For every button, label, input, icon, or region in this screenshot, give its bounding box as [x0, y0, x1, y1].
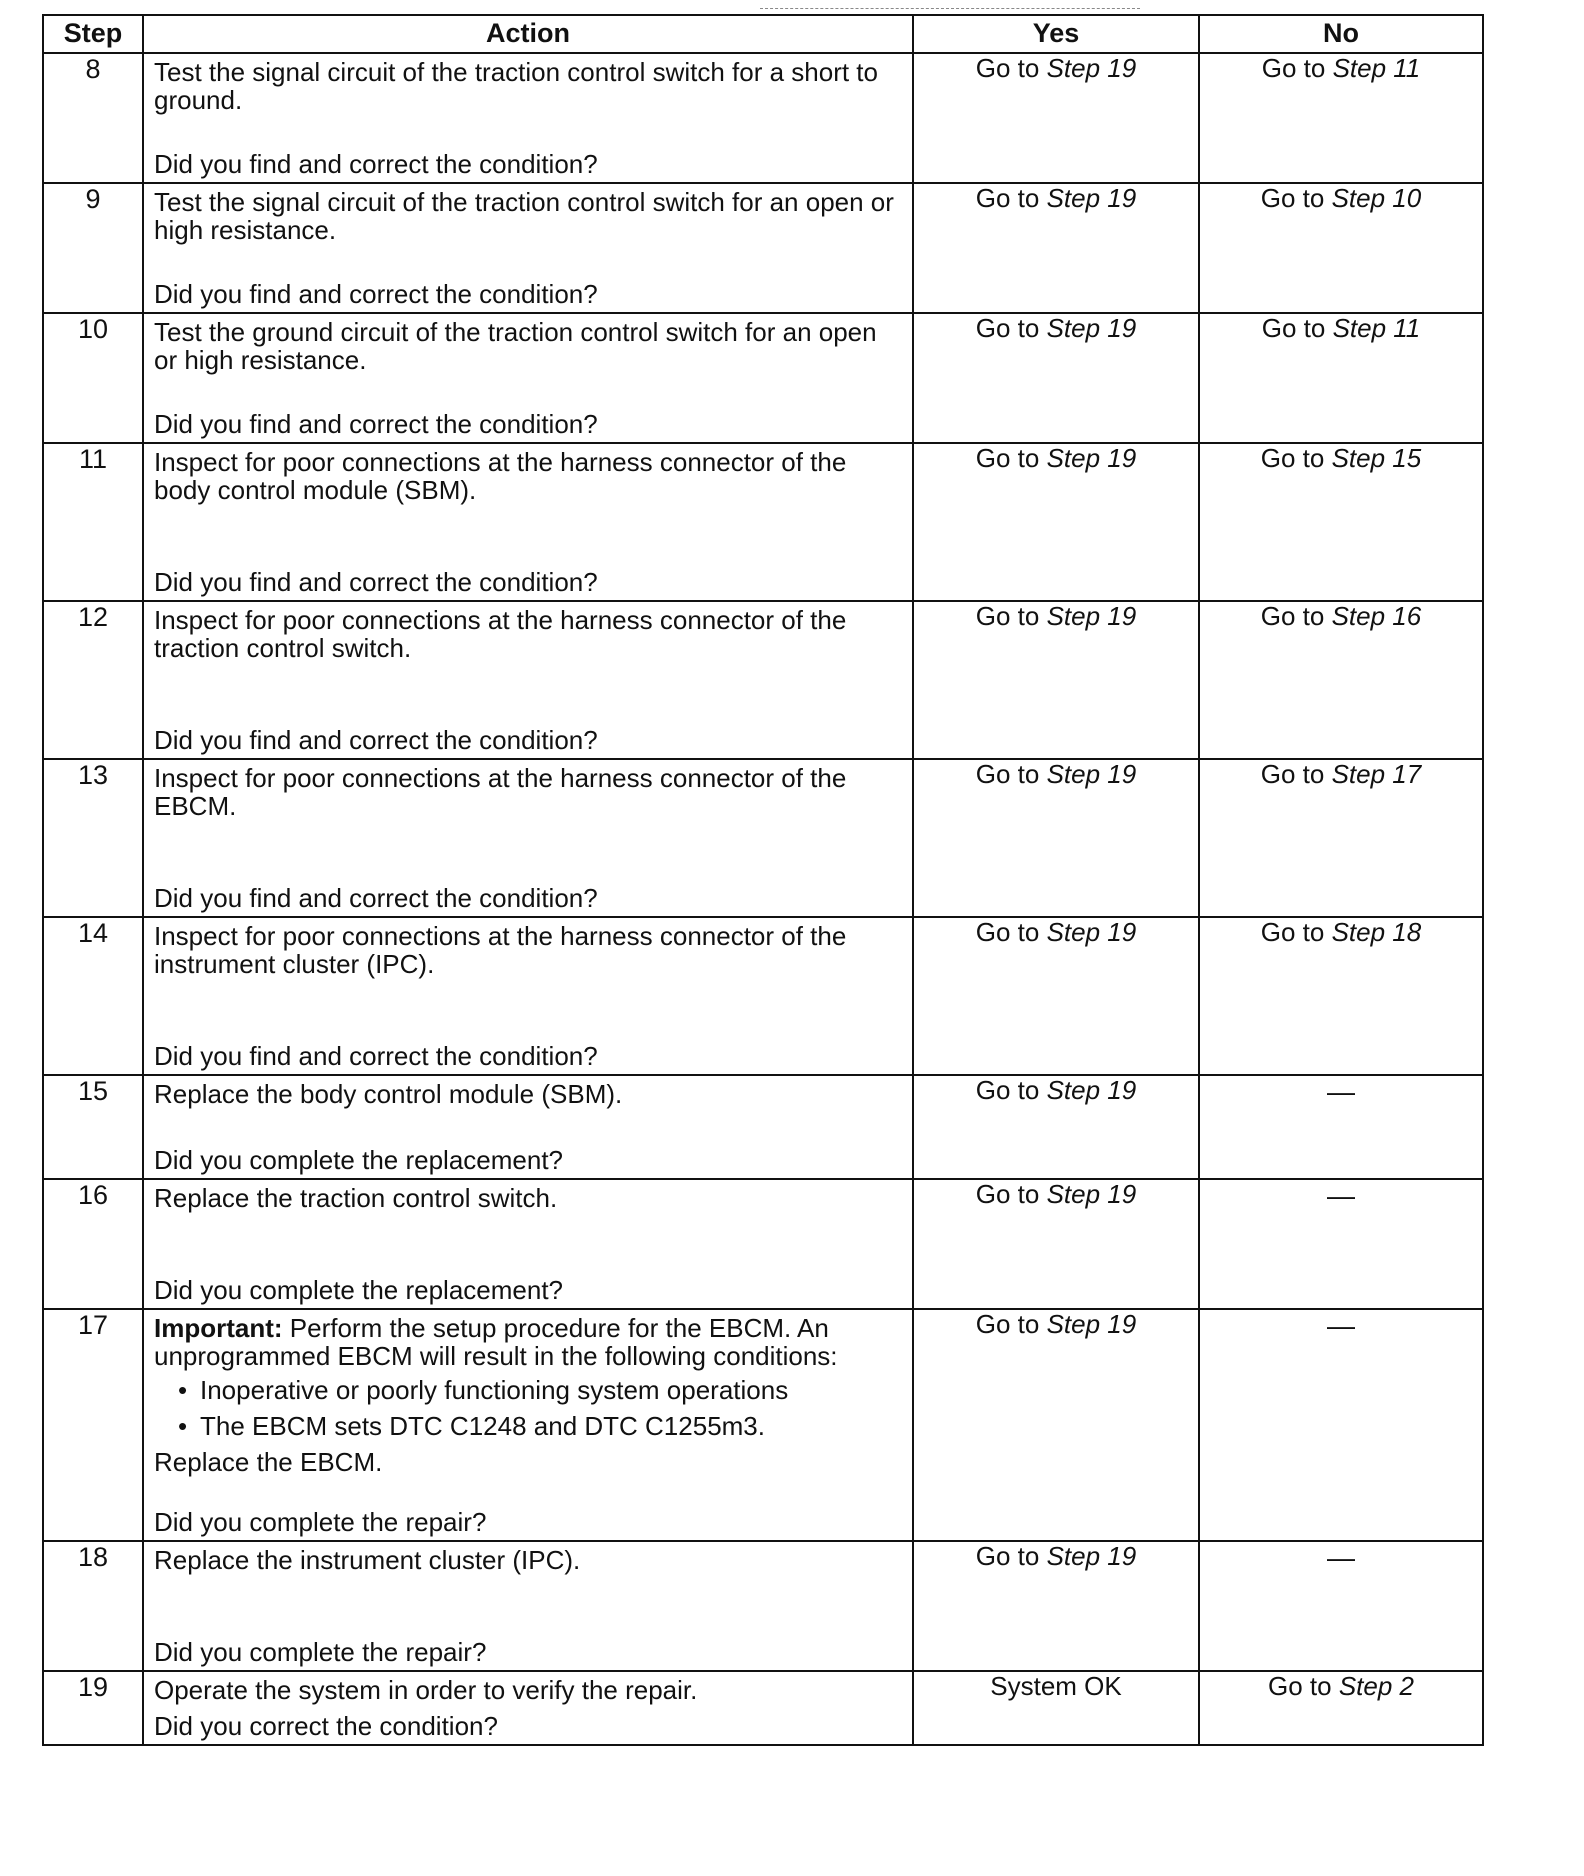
table-row	[43, 1541, 1483, 1671]
header-no: No	[1199, 15, 1483, 53]
yes-step-link[interactable]: Step 19	[1046, 601, 1137, 631]
no-cell	[1199, 183, 1483, 313]
table-row	[43, 601, 1483, 759]
yes-step-link[interactable]: Step 19	[1046, 759, 1137, 789]
goto-prefix: Go to	[1260, 601, 1325, 631]
table-row	[43, 443, 1483, 601]
step-number: 10	[43, 313, 143, 443]
action-cell	[143, 313, 913, 443]
table-row	[43, 1309, 1483, 1541]
goto-prefix: Go to	[1268, 1671, 1332, 1701]
no-dash: —	[1199, 1309, 1483, 1541]
goto-prefix: Go to	[1260, 183, 1325, 213]
goto-prefix: Go to	[975, 1309, 1040, 1339]
important-text: Perform the setup procedure for the EBCM. An unprogrammed EBCM will result in the following conditions:	[154, 1313, 838, 1372]
step-number: 8	[43, 53, 143, 183]
goto-prefix: Go to	[1261, 53, 1326, 83]
step-number: 11	[43, 443, 143, 601]
question-text: Did you find and correct the condition?	[154, 566, 598, 597]
goto-prefix: Go to	[975, 183, 1040, 213]
action-cell	[143, 601, 913, 759]
action-text: Inspect for poor connections at the harness connector of the EBCM.	[154, 763, 847, 822]
yes-cell	[913, 759, 1199, 917]
goto-prefix: Go to	[975, 1541, 1040, 1571]
step-number: 14	[43, 917, 143, 1075]
yes-step-link[interactable]: Step 19	[1046, 53, 1137, 83]
action-cell	[143, 53, 913, 183]
goto-prefix: Go to	[975, 1075, 1040, 1105]
goto-prefix: Go to	[975, 443, 1040, 473]
step-number: 13	[43, 759, 143, 917]
important-label: Important:	[154, 1313, 283, 1343]
question-text: Did you find and correct the condition?	[154, 408, 598, 439]
yes-step-link[interactable]: Step 19	[1046, 1179, 1137, 1209]
no-dash: —	[1199, 1541, 1483, 1671]
yes-step-link[interactable]: Step 19	[1046, 1075, 1137, 1105]
important-note	[154, 1314, 904, 1476]
table-row	[43, 1671, 1483, 1745]
step-number: 17	[43, 1309, 143, 1541]
action-text: Replace the body control module (SBM).	[154, 1079, 623, 1109]
goto-prefix: Go to	[975, 1179, 1040, 1209]
yes-step-link[interactable]: Step 19	[1046, 917, 1137, 947]
action-text: Test the ground circuit of the traction control switch for an open or high resistance.	[154, 317, 877, 376]
yes-step-link[interactable]: Step 19	[1046, 183, 1137, 213]
question-text: Did you complete the repair?	[154, 1506, 487, 1537]
question-text: Did you find and correct the condition?	[154, 1040, 598, 1071]
goto-prefix: Go to	[975, 759, 1040, 789]
action-text: Test the signal circuit of the traction control switch for an open or high resistance.	[154, 187, 894, 246]
yes-cell	[913, 53, 1199, 183]
header-yes: Yes	[913, 15, 1199, 53]
table-row	[43, 759, 1483, 917]
no-cell	[1199, 443, 1483, 601]
action-text: Replace the instrument cluster (IPC).	[154, 1545, 581, 1575]
list-item: • The EBCM sets DTC C1248 and DTC C1255m3.	[200, 1412, 904, 1440]
no-cell	[1199, 53, 1483, 183]
diagnostic-table	[42, 14, 1484, 1746]
goto-prefix: Go to	[975, 601, 1040, 631]
action-cell	[143, 759, 913, 917]
no-step-link[interactable]: Step 16	[1331, 601, 1422, 631]
action-text: Inspect for poor connections at the harness connector of the traction control switch.	[154, 605, 847, 664]
yes-cell	[913, 313, 1199, 443]
table-row	[43, 1075, 1483, 1179]
no-cell	[1199, 1671, 1483, 1745]
question-text: Did you find and correct the condition?	[154, 148, 598, 179]
yes-step-link[interactable]: Step 19	[1046, 1541, 1137, 1571]
no-dash: —	[1199, 1075, 1483, 1179]
step-number: 15	[43, 1075, 143, 1179]
no-dash: —	[1199, 1179, 1483, 1309]
yes-cell	[913, 1541, 1199, 1671]
step-number: 16	[43, 1179, 143, 1309]
action-cell	[143, 1541, 913, 1671]
action-text: Test the signal circuit of the traction control switch for a short to ground.	[154, 57, 878, 116]
action-text: Replace the EBCM.	[154, 1447, 383, 1478]
goto-prefix: Go to	[1260, 917, 1325, 947]
table-row	[43, 313, 1483, 443]
action-cell	[143, 1671, 913, 1745]
action-cell	[143, 1309, 913, 1541]
question-text: Did you correct the condition?	[154, 1710, 498, 1741]
yes-step-link[interactable]: Step 19	[1046, 443, 1137, 473]
yes-cell	[913, 1179, 1199, 1309]
action-cell	[143, 1179, 913, 1309]
question-text: Did you find and correct the condition?	[154, 882, 598, 913]
question-text: Did you complete the replacement?	[154, 1144, 564, 1175]
header-step: Step	[43, 15, 143, 53]
no-cell	[1199, 917, 1483, 1075]
table-row	[43, 1179, 1483, 1309]
question-text: Did you find and correct the condition?	[154, 278, 598, 309]
goto-prefix: Go to	[975, 313, 1040, 343]
header-row	[43, 15, 1483, 53]
action-cell	[143, 183, 913, 313]
yes-cell	[913, 183, 1199, 313]
yes-cell	[913, 1075, 1199, 1179]
step-number: 19	[43, 1671, 143, 1745]
goto-prefix: Go to	[975, 917, 1040, 947]
no-step-link[interactable]: Step 15	[1331, 443, 1422, 473]
table-row	[43, 917, 1483, 1075]
no-step-link[interactable]: Step 2	[1338, 1671, 1414, 1701]
yes-step-link[interactable]: Step 19	[1046, 1309, 1137, 1339]
goto-prefix: Go to	[975, 53, 1040, 83]
no-step-link[interactable]: Step 18	[1331, 917, 1422, 947]
goto-prefix: Go to	[1260, 759, 1325, 789]
yes-result: System OK	[913, 1671, 1199, 1745]
no-step-link[interactable]: Step 11	[1332, 53, 1421, 83]
no-cell	[1199, 313, 1483, 443]
step-number: 9	[43, 183, 143, 313]
no-step-link[interactable]: Step 11	[1332, 313, 1421, 343]
action-text: Operate the system in order to verify the repair.	[154, 1675, 698, 1705]
yes-cell	[913, 443, 1199, 601]
step-number: 12	[43, 601, 143, 759]
action-text: Inspect for poor connections at the harness connector of the body control module (SBM).	[154, 447, 847, 506]
goto-prefix: Go to	[1260, 443, 1325, 473]
top-scan-rule	[760, 8, 1140, 10]
table-row	[43, 53, 1483, 183]
no-cell	[1199, 601, 1483, 759]
question-text: Did you find and correct the condition?	[154, 724, 598, 755]
yes-step-link[interactable]: Step 19	[1046, 313, 1137, 343]
no-cell	[1199, 759, 1483, 917]
header-action: Action	[143, 15, 913, 53]
no-step-link[interactable]: Step 17	[1331, 759, 1422, 789]
list-item: • Inoperative or poorly functioning system operations	[200, 1376, 904, 1404]
question-text: Did you complete the repair?	[154, 1636, 487, 1667]
no-step-link[interactable]: Step 10	[1331, 183, 1422, 213]
yes-cell	[913, 917, 1199, 1075]
action-text: Replace the traction control switch.	[154, 1183, 558, 1213]
action-cell	[143, 1075, 913, 1179]
table-row	[43, 183, 1483, 313]
action-cell	[143, 443, 913, 601]
goto-prefix: Go to	[1261, 313, 1326, 343]
step-number: 18	[43, 1541, 143, 1671]
yes-cell	[913, 1309, 1199, 1541]
action-text: Inspect for poor connections at the harness connector of the instrument cluster (IPC).	[154, 921, 847, 980]
yes-cell	[913, 601, 1199, 759]
action-cell	[143, 917, 913, 1075]
condition-list	[154, 1376, 904, 1440]
question-text: Did you complete the replacement?	[154, 1274, 564, 1305]
